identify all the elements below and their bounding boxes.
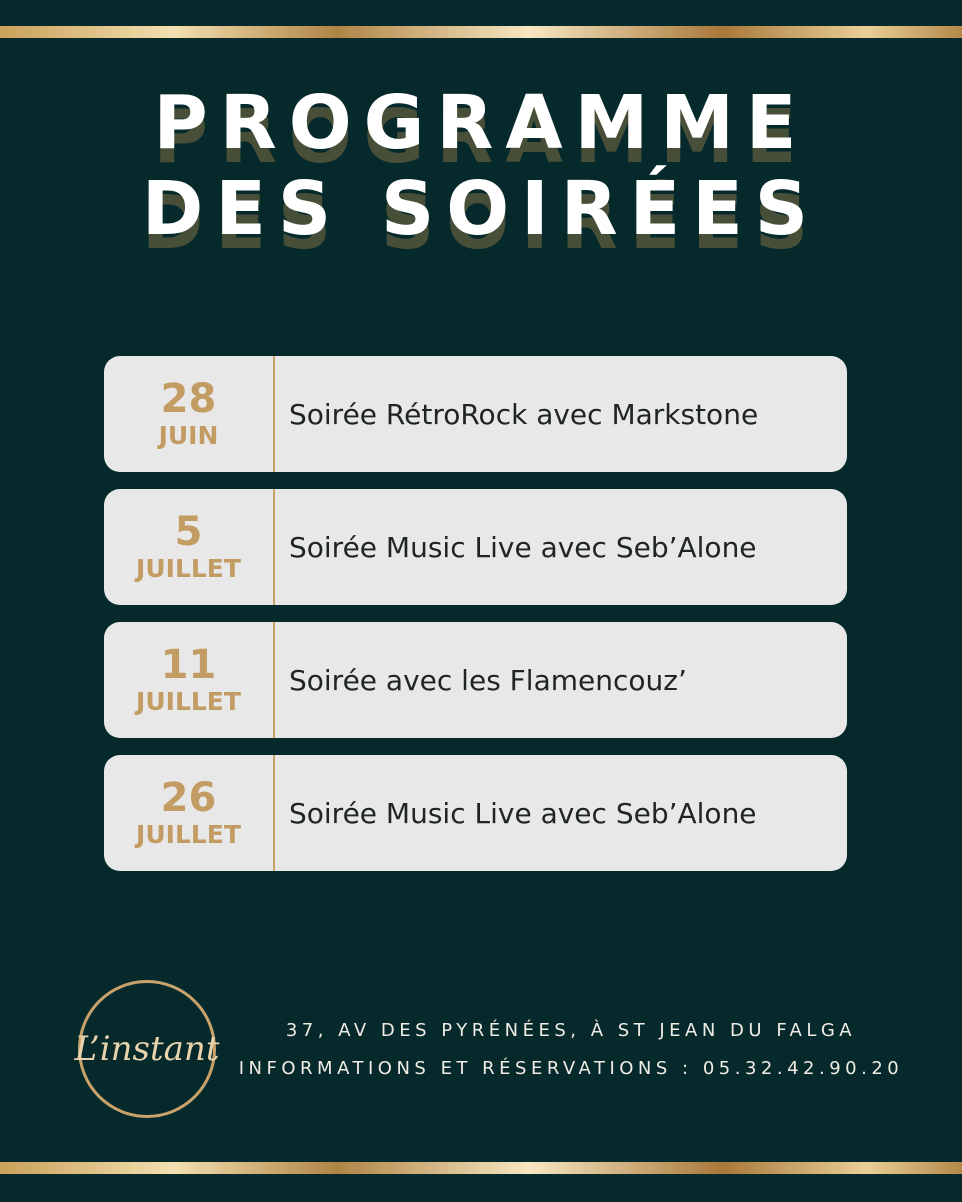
event-card: [104, 356, 847, 472]
event-name: Soirée RétroRock avec Markstone: [289, 397, 759, 431]
event-name: Soirée Music Live avec Seb’Alone: [289, 796, 757, 830]
logo-text: L’instant: [74, 1029, 220, 1069]
event-date: [104, 356, 275, 472]
event-date: [104, 622, 275, 738]
event-name: Soirée avec les Flamencouz’: [289, 663, 687, 697]
page-title-line-2: DES SOIRÉES: [141, 166, 821, 252]
event-day: 11: [160, 642, 217, 688]
event-date: [104, 755, 275, 871]
event-card: [104, 489, 847, 605]
contact-text: INFORMATIONS ET RÉSERVATIONS : 05.32.42.90.20: [238, 1058, 904, 1079]
event-date: [104, 489, 275, 605]
page-title-line-1: PROGRAMME: [153, 80, 809, 166]
event-month: JUILLET: [136, 554, 241, 583]
event-card: [104, 755, 847, 871]
top-gold-bar: [0, 26, 962, 38]
event-card: [104, 622, 847, 738]
event-month: JUILLET: [136, 687, 241, 716]
event-day: 26: [160, 775, 217, 821]
event-month: JUILLET: [136, 820, 241, 849]
linstant-logo: [74, 980, 220, 1118]
event-day: 5: [174, 509, 203, 555]
event-month: JUIN: [158, 421, 219, 450]
event-name: Soirée Music Live avec Seb’Alone: [289, 530, 757, 564]
event-day: 28: [160, 376, 217, 422]
address-text: 37, AV DES PYRÉNÉES, À ST JEAN DU FALGA: [285, 1020, 857, 1041]
bottom-gold-bar: [0, 1162, 962, 1174]
